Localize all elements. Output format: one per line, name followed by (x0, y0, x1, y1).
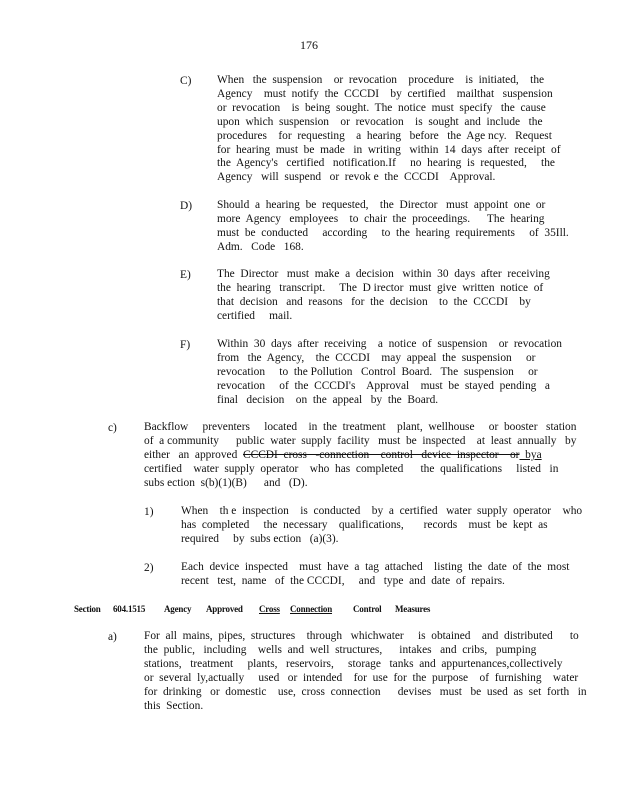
paragraph-c2 (181, 561, 569, 589)
text-line: subs ection s(b)(1)(B) and (D). (144, 476, 308, 489)
text-line: Each device inspected must have a tag attached listing the date of the most (181, 561, 570, 573)
text-line: must be conducted according to the hearing requirements of 35Ill. (217, 226, 569, 239)
text-line: from the Agency, the CCCDI may appeal the suspension or (217, 351, 536, 364)
section-title-word: Cross (259, 604, 280, 614)
text-line: certified water supply operator who has completed the qualifications listed in (144, 462, 559, 475)
item-marker-C: C) (180, 75, 192, 87)
text-line: that decision and reasons for the decision to the CCCDI by (217, 295, 531, 308)
paragraph-c (144, 421, 576, 491)
text-line: revocation of the CCCDI's Approval must be stayed pending a (217, 379, 550, 392)
section-number: 604.1515 (113, 604, 146, 614)
item-marker-a: a) (108, 631, 117, 643)
text-line: the public, including wells and well structures, intakes and cribs, pumping (144, 643, 537, 656)
item-marker-c1: 1) (144, 506, 154, 518)
item-marker-D: D) (180, 200, 193, 212)
text-line: the hearing transcript. The D irector must give written notice of (217, 281, 544, 294)
item-marker-c: c) (108, 422, 117, 434)
item-marker-F: F) (180, 339, 191, 351)
text-line: Backflow preventers located in the treatment plant, wellhouse or booster station (144, 421, 577, 433)
text-line: stations, treatment plants, reservoirs, storage tanks and appurtenances,collectively (144, 657, 563, 670)
section-title-word: Agency (164, 604, 192, 614)
text-line: more Agency employees to chair the proceedings. The hearing (217, 212, 545, 225)
text-line: has completed the necessary qualifications, records must be kept as (181, 518, 548, 531)
text-line: upon which suspension or revocation is sought and include the (217, 115, 543, 128)
item-marker-E: E) (180, 269, 191, 281)
text-line: Should a hearing be requested, the Director must appoint one or (217, 199, 546, 211)
text-line: revocation to the Pollution Control Board. The suspension or (217, 365, 538, 378)
text-run: either an approved (144, 448, 243, 461)
text-line: procedures for requesting a hearing before the Age ncy. Request (217, 129, 552, 142)
section-title-word: Connection (290, 604, 333, 614)
text-line: the Agency's certified notification.If no hearing is requested, the (217, 157, 555, 170)
paragraph-c1 (181, 505, 582, 547)
paragraph-D (217, 199, 569, 255)
text-line: required by subs ection (a)(3). (181, 532, 339, 545)
paragraph-C (217, 74, 561, 185)
text-line: of a community public water supply facility must be inspected at least annually by (144, 434, 577, 447)
text-line: When th e inspection is conducted by a certified water supply operator who (181, 505, 583, 517)
text-line: Within 30 days after receiving a notice of suspension or revocation (217, 338, 562, 350)
underlined-text: bya (519, 448, 542, 461)
text-line: Adm. Code 168. (217, 240, 304, 253)
paragraph-F (217, 338, 562, 408)
text-line: or revocation is being sought. The notice must specify the cause (217, 101, 546, 114)
text-line: recent test, name of the CCCDI, and type and date of repairs. (181, 574, 505, 587)
text-line: Agency will suspend or revok e the CCCDI Approval. (217, 171, 496, 184)
text-line: When the suspension or revocation procedure is initiated, the (217, 74, 545, 86)
paragraph-a (144, 630, 587, 713)
text-line: The Director must make a decision within 30 days after receiving (217, 268, 550, 280)
page-number: 176 (300, 38, 318, 52)
text-line: for drinking or domestic use, cross connection devises must be used as set forth in (144, 685, 587, 698)
item-marker-c2: 2) (144, 562, 154, 574)
section-title-word: Approved (206, 604, 243, 614)
text-line (144, 449, 576, 463)
section-title-word: Control (353, 604, 382, 614)
section-label: Section (74, 604, 101, 614)
text-line: For all mains, pipes, structures through whichwater is obtained and distributed to (144, 630, 579, 642)
struck-text: CCCDI cross -connection control device inspector or (243, 448, 520, 461)
text-line: this Section. (144, 699, 204, 712)
text-line: final decision on the appeal by the Board. (217, 393, 439, 406)
text-line: Agency must notify the CCCDI by certified mailthat suspension (217, 87, 553, 100)
paragraph-E (217, 268, 550, 324)
text-line: for hearing must be made in writing within 14 days after receipt of (217, 143, 561, 156)
text-line: certified mail. (217, 309, 293, 322)
section-title-word: Measures (395, 604, 431, 614)
text-line: or several ly,actually used or intended for use for the purpose of furnishing water (144, 671, 579, 684)
